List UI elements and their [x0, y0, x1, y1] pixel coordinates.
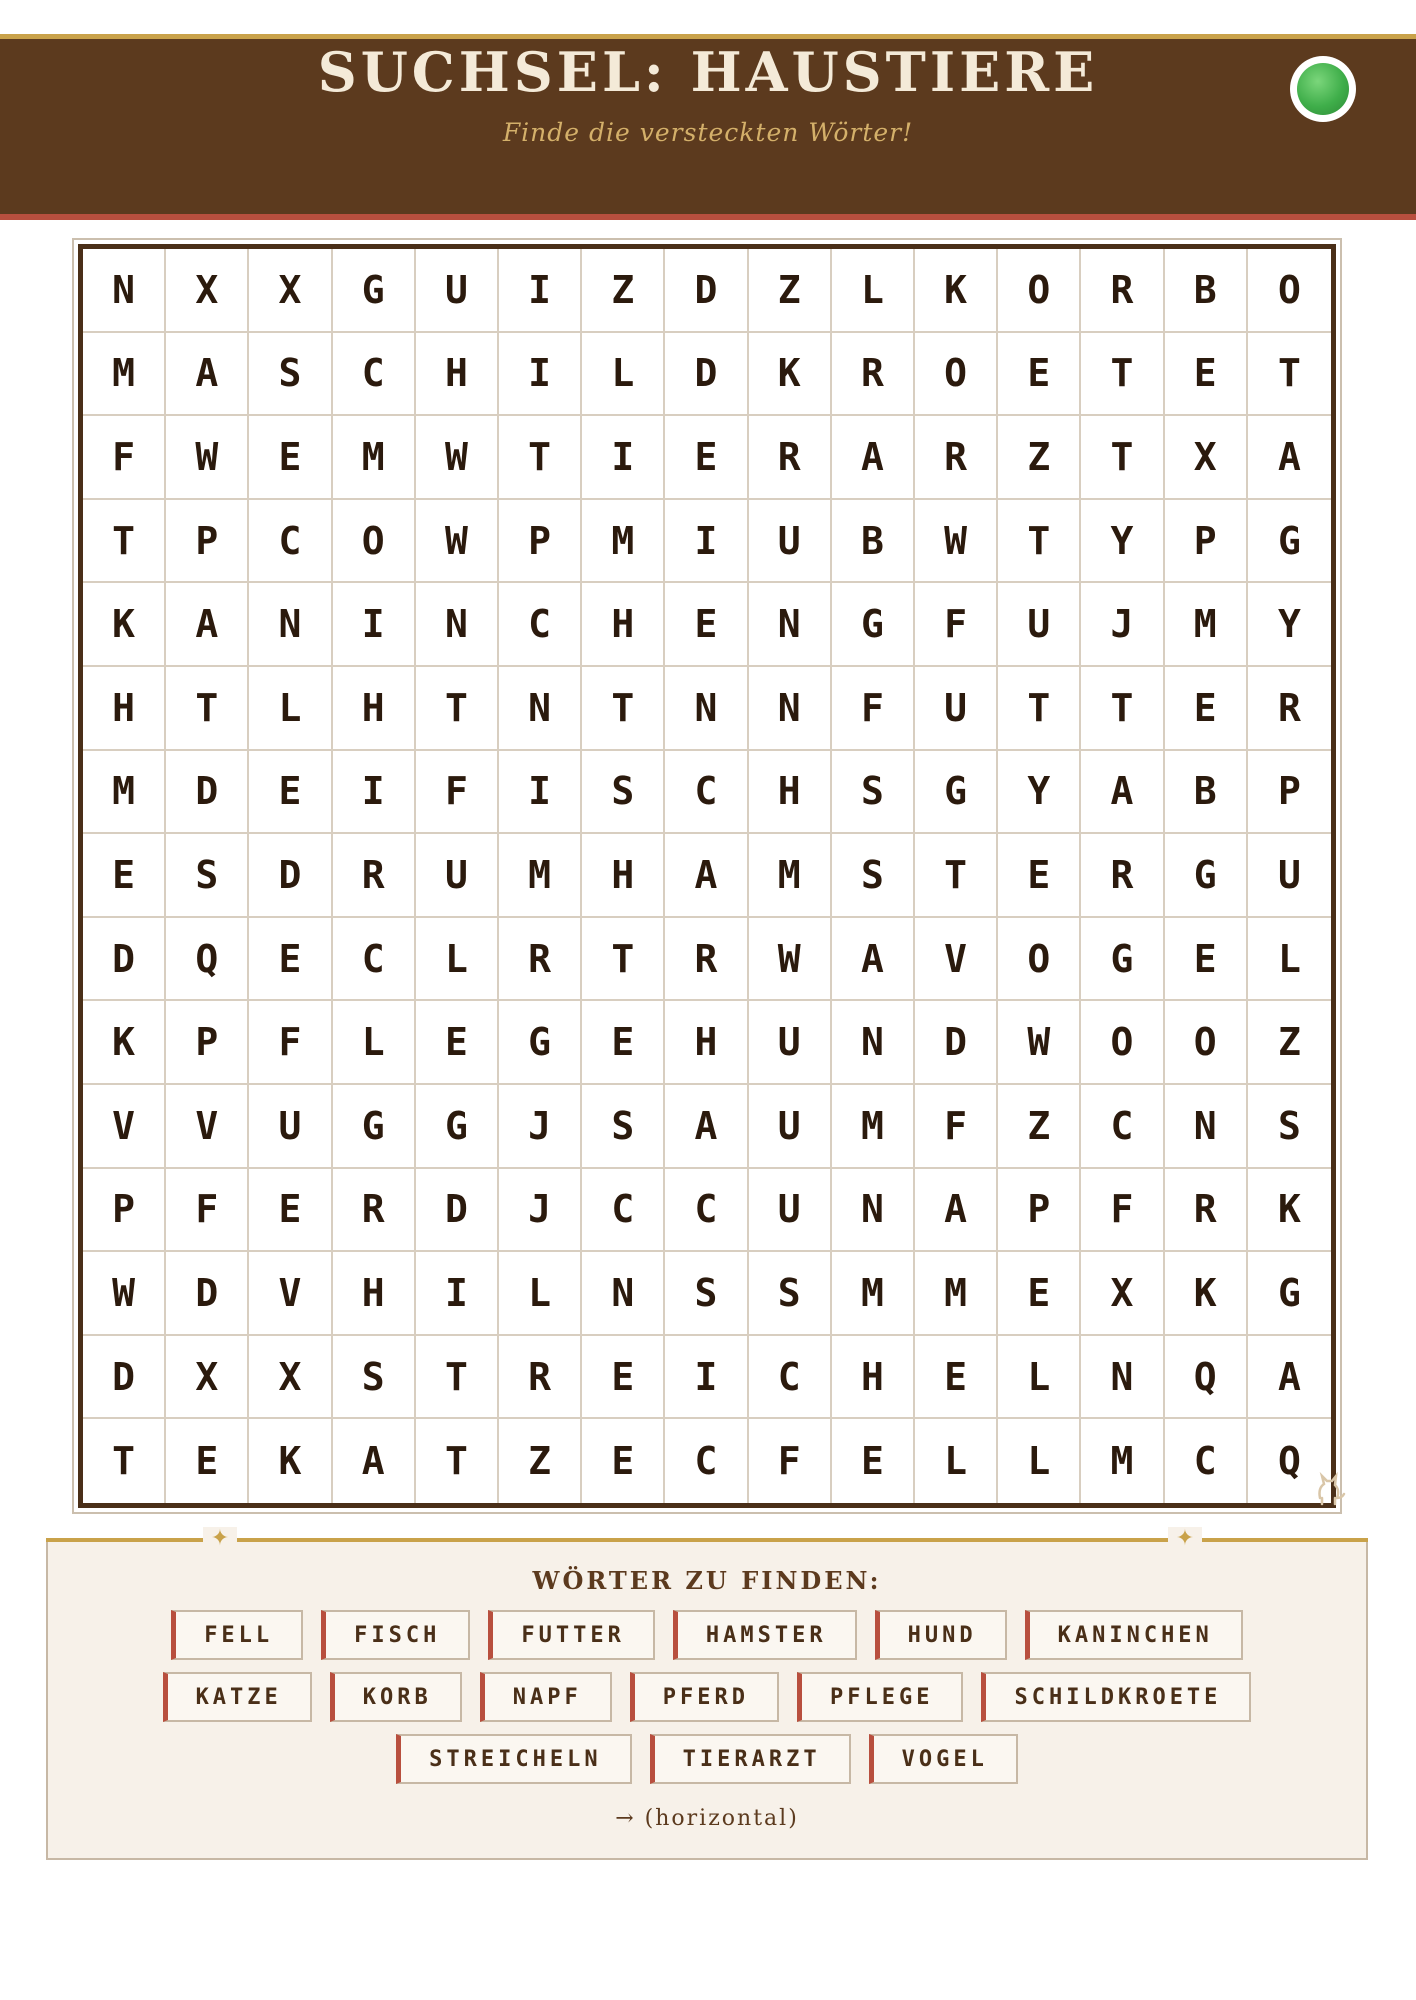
grid-cell[interactable]: N	[749, 667, 832, 751]
word-chip[interactable]: FISCH	[321, 1610, 470, 1660]
grid-cell[interactable]: P	[166, 500, 249, 584]
grid-cell[interactable]: U	[249, 1085, 332, 1169]
grid-cell[interactable]: V	[166, 1085, 249, 1169]
grid-cell[interactable]: M	[333, 416, 416, 500]
grid-cell[interactable]: D	[166, 751, 249, 835]
grid-cell[interactable]: G	[1165, 834, 1248, 918]
word-chip[interactable]: KORB	[330, 1672, 462, 1722]
grid-cell[interactable]: O	[1248, 249, 1331, 333]
grid-cell[interactable]: Z	[749, 249, 832, 333]
grid-cell[interactable]: R	[499, 1336, 582, 1420]
grid-cell[interactable]: P	[998, 1169, 1081, 1253]
grid-cell[interactable]: S	[249, 333, 332, 417]
grid-cell[interactable]: X	[1081, 1252, 1164, 1336]
grid-cell[interactable]: E	[1165, 918, 1248, 1002]
grid-cell[interactable]: L	[499, 1252, 582, 1336]
grid-cell[interactable]: H	[665, 1001, 748, 1085]
grid-cell[interactable]: K	[1248, 1169, 1331, 1253]
grid-cell[interactable]: U	[749, 1001, 832, 1085]
grid-cell[interactable]: J	[499, 1169, 582, 1253]
grid-cell[interactable]: X	[166, 1336, 249, 1420]
word-chip[interactable]: TIERARZT	[650, 1734, 851, 1784]
grid-cell[interactable]: T	[1081, 416, 1164, 500]
grid-cell[interactable]: C	[1081, 1085, 1164, 1169]
grid-cell[interactable]: W	[998, 1001, 1081, 1085]
grid-cell[interactable]: A	[1248, 1336, 1331, 1420]
grid-cell[interactable]: Z	[582, 249, 665, 333]
grid-cell[interactable]: P	[83, 1169, 166, 1253]
grid-cell[interactable]: M	[749, 834, 832, 918]
word-chip[interactable]: KATZE	[163, 1672, 312, 1722]
grid-cell[interactable]: T	[416, 667, 499, 751]
grid-cell[interactable]: O	[998, 918, 1081, 1002]
grid-cell[interactable]: C	[249, 500, 332, 584]
grid-cell[interactable]: K	[83, 1001, 166, 1085]
grid-cell[interactable]: M	[915, 1252, 998, 1336]
grid-cell[interactable]: E	[249, 751, 332, 835]
grid-cell[interactable]: R	[1248, 667, 1331, 751]
grid-cell[interactable]: T	[416, 1419, 499, 1503]
grid-cell[interactable]: K	[83, 583, 166, 667]
word-chip[interactable]: SCHILDKROETE	[981, 1672, 1251, 1722]
grid-cell[interactable]: R	[333, 834, 416, 918]
word-chip[interactable]: NAPF	[480, 1672, 612, 1722]
grid-cell[interactable]: D	[915, 1001, 998, 1085]
grid-cell[interactable]: U	[915, 667, 998, 751]
direction-hint: → (horizontal)	[615, 1806, 799, 1831]
grid-cell[interactable]: U	[749, 1169, 832, 1253]
grid-cell[interactable]: L	[998, 1336, 1081, 1420]
grid-cell[interactable]: E	[665, 583, 748, 667]
grid-cell[interactable]: D	[416, 1169, 499, 1253]
word-chip[interactable]: PFLEGE	[797, 1672, 963, 1722]
grid-cell[interactable]: I	[665, 500, 748, 584]
grid-cell[interactable]: N	[416, 583, 499, 667]
grid-cell[interactable]: N	[749, 583, 832, 667]
grid-cell[interactable]: G	[832, 583, 915, 667]
grid-cell[interactable]: I	[499, 751, 582, 835]
grid-cell[interactable]: L	[582, 333, 665, 417]
grid-cell[interactable]: J	[499, 1085, 582, 1169]
grid-cell[interactable]: M	[1081, 1419, 1164, 1503]
grid-cell[interactable]: G	[915, 751, 998, 835]
grid-cell[interactable]: I	[333, 583, 416, 667]
grid-cell[interactable]: M	[83, 751, 166, 835]
grid-cell[interactable]: F	[249, 1001, 332, 1085]
grid-cell[interactable]: H	[582, 583, 665, 667]
grid-cell[interactable]: R	[915, 416, 998, 500]
grid-cell[interactable]: E	[1165, 667, 1248, 751]
grid-cell[interactable]: C	[665, 1419, 748, 1503]
word-chip[interactable]: FUTTER	[488, 1610, 654, 1660]
grid-cell[interactable]: I	[499, 333, 582, 417]
grid-cell[interactable]: V	[249, 1252, 332, 1336]
word-chip[interactable]: PFERD	[630, 1672, 779, 1722]
grid-cell[interactable]: R	[665, 918, 748, 1002]
grid-cell[interactable]: K	[1165, 1252, 1248, 1336]
grid-cell[interactable]: X	[249, 1336, 332, 1420]
grid-cell[interactable]: V	[83, 1085, 166, 1169]
grid-cell[interactable]: S	[749, 1252, 832, 1336]
grid-cell[interactable]: D	[166, 1252, 249, 1336]
grid-cell[interactable]: L	[333, 1001, 416, 1085]
grid-cell[interactable]: A	[333, 1419, 416, 1503]
grid-cell[interactable]: H	[832, 1336, 915, 1420]
word-chip[interactable]: STREICHELN	[396, 1734, 631, 1784]
grid-cell[interactable]: G	[1081, 918, 1164, 1002]
grid-cell[interactable]: S	[1248, 1085, 1331, 1169]
grid-cell[interactable]: T	[83, 500, 166, 584]
grid-cell[interactable]: S	[665, 1252, 748, 1336]
grid-cell[interactable]: D	[665, 249, 748, 333]
grid-cell[interactable]: X	[166, 249, 249, 333]
word-chip[interactable]: VOGEL	[869, 1734, 1018, 1784]
sparkle-icon: ✦	[1168, 1527, 1202, 1551]
grid-cell[interactable]: O	[1165, 1001, 1248, 1085]
word-row	[46, 1672, 1368, 1722]
grid-cell[interactable]: A	[166, 583, 249, 667]
grid-cell[interactable]: Y	[1248, 583, 1331, 667]
grid-cell[interactable]: O	[1081, 1001, 1164, 1085]
grid-cell[interactable]: M	[499, 834, 582, 918]
grid-cell[interactable]: J	[1081, 583, 1164, 667]
grid-cell[interactable]: S	[832, 834, 915, 918]
grid-cell[interactable]: S	[832, 751, 915, 835]
grid-cell[interactable]: E	[582, 1336, 665, 1420]
grid-cell[interactable]: Z	[499, 1419, 582, 1503]
grid-cell[interactable]: T	[166, 667, 249, 751]
grid-cell[interactable]: E	[998, 333, 1081, 417]
grid-cell[interactable]: T	[582, 918, 665, 1002]
grid-cell[interactable]: C	[582, 1169, 665, 1253]
grid-cell[interactable]: E	[915, 1336, 998, 1420]
grid-cell[interactable]: P	[1165, 500, 1248, 584]
grid-cell[interactable]: I	[665, 1336, 748, 1420]
grid-cell[interactable]: K	[915, 249, 998, 333]
grid-cell[interactable]: A	[832, 416, 915, 500]
grid-cell[interactable]: N	[665, 667, 748, 751]
grid-cell[interactable]: L	[416, 918, 499, 1002]
grid-cell[interactable]: F	[416, 751, 499, 835]
grid-cell[interactable]: C	[333, 333, 416, 417]
grid-cell[interactable]: K	[749, 333, 832, 417]
grid-cell[interactable]: B	[1165, 751, 1248, 835]
grid-cell[interactable]: A	[915, 1169, 998, 1253]
grid-cell[interactable]: G	[333, 249, 416, 333]
grid-cell[interactable]: T	[998, 667, 1081, 751]
grid-cell[interactable]: F	[915, 583, 998, 667]
grid-cell[interactable]: I	[333, 751, 416, 835]
grid-cell[interactable]: S	[582, 1085, 665, 1169]
grid-cell[interactable]: D	[83, 918, 166, 1002]
grid-cell[interactable]: H	[416, 333, 499, 417]
grid-cell[interactable]: E	[832, 1419, 915, 1503]
grid-cell[interactable]: B	[832, 500, 915, 584]
grid-cell[interactable]: R	[1165, 1169, 1248, 1253]
grid-cell[interactable]: N	[1165, 1085, 1248, 1169]
grid-cell[interactable]: C	[333, 918, 416, 1002]
grid-cell[interactable]: E	[1165, 333, 1248, 417]
grid-cell[interactable]: T	[915, 834, 998, 918]
grid-cell[interactable]: D	[665, 333, 748, 417]
grid-cell[interactable]: P	[499, 500, 582, 584]
grid-cell[interactable]: M	[83, 333, 166, 417]
grid-cell[interactable]: O	[998, 249, 1081, 333]
grid-cell[interactable]: G	[499, 1001, 582, 1085]
grid-cell[interactable]: E	[83, 834, 166, 918]
grid-cell[interactable]: R	[499, 918, 582, 1002]
grid-cell[interactable]: L	[915, 1419, 998, 1503]
grid-cell[interactable]: N	[832, 1169, 915, 1253]
grid-cell[interactable]: P	[1248, 751, 1331, 835]
grid-cell[interactable]: Z	[998, 1085, 1081, 1169]
grid-cell[interactable]: E	[582, 1001, 665, 1085]
grid-cell[interactable]: F	[832, 667, 915, 751]
grid-cell[interactable]: L	[832, 249, 915, 333]
grid-cell[interactable]: R	[749, 416, 832, 500]
grid-cell[interactable]: C	[665, 1169, 748, 1253]
grid-cell[interactable]: M	[582, 500, 665, 584]
grid-cell[interactable]: L	[998, 1419, 1081, 1503]
grid-cell[interactable]: T	[499, 416, 582, 500]
grid-cell[interactable]: G	[1248, 1252, 1331, 1336]
grid-cell[interactable]: U	[749, 1085, 832, 1169]
grid-cell[interactable]: F	[749, 1419, 832, 1503]
letter-grid[interactable]	[83, 249, 1331, 1503]
grid-cell[interactable]: N	[249, 583, 332, 667]
grid-cell[interactable]: C	[665, 751, 748, 835]
grid-cell[interactable]: M	[1165, 583, 1248, 667]
grid-cell[interactable]: N	[83, 249, 166, 333]
grid-cell[interactable]: E	[249, 1169, 332, 1253]
grid-cell[interactable]: W	[416, 416, 499, 500]
grid-cell[interactable]: S	[333, 1336, 416, 1420]
grid-cell[interactable]: H	[333, 667, 416, 751]
grid-cell[interactable]: H	[333, 1252, 416, 1336]
page-title: SUCHSEL: HAUSTIERE	[317, 40, 1099, 104]
grid-cell[interactable]: Y	[1081, 500, 1164, 584]
word-chip[interactable]: HUND	[875, 1610, 1007, 1660]
grid-cell[interactable]: H	[582, 834, 665, 918]
grid-cell[interactable]: H	[83, 667, 166, 751]
grid-cell[interactable]: N	[832, 1001, 915, 1085]
grid-cell[interactable]: E	[166, 1419, 249, 1503]
grid-cell[interactable]: U	[416, 249, 499, 333]
status-dot-fill	[1297, 63, 1349, 115]
page-subtitle: Finde die versteckten Wörter!	[502, 118, 914, 147]
grid-cell[interactable]: E	[998, 1252, 1081, 1336]
grid-cell[interactable]: F	[1081, 1169, 1164, 1253]
grid-cell[interactable]: W	[749, 918, 832, 1002]
grid-cell[interactable]: A	[665, 834, 748, 918]
grid-cell[interactable]: T	[83, 1419, 166, 1503]
grid-cell[interactable]: P	[166, 1001, 249, 1085]
word-chip[interactable]: KANINCHEN	[1025, 1610, 1243, 1660]
grid-cell[interactable]: W	[83, 1252, 166, 1336]
grid-cell[interactable]: S	[582, 751, 665, 835]
grid-cell[interactable]: A	[665, 1085, 748, 1169]
grid-cell[interactable]: T	[1248, 333, 1331, 417]
grid-cell[interactable]: F	[83, 416, 166, 500]
grid-cell[interactable]: G	[416, 1085, 499, 1169]
grid-cell[interactable]: E	[249, 918, 332, 1002]
grid-cell[interactable]: W	[416, 500, 499, 584]
grid-cell[interactable]: R	[832, 333, 915, 417]
grid-cell[interactable]: A	[832, 918, 915, 1002]
grid-cell[interactable]: A	[1248, 416, 1331, 500]
grid-cell[interactable]: C	[499, 583, 582, 667]
grid-cell[interactable]: U	[998, 583, 1081, 667]
grid-cell[interactable]: M	[832, 1252, 915, 1336]
grid-cell[interactable]: D	[83, 1336, 166, 1420]
grid-cell[interactable]: M	[832, 1085, 915, 1169]
grid-cell[interactable]: V	[915, 918, 998, 1002]
grid-cell[interactable]: T	[1081, 667, 1164, 751]
grid-cell[interactable]: N	[1081, 1336, 1164, 1420]
grid-cell[interactable]: I	[416, 1252, 499, 1336]
grid-cell[interactable]: A	[1081, 751, 1164, 835]
grid-cell[interactable]: X	[1165, 416, 1248, 500]
grid-cell[interactable]: O	[333, 500, 416, 584]
grid-cell[interactable]: O	[915, 333, 998, 417]
word-chip[interactable]: FELL	[171, 1610, 303, 1660]
grid-cell[interactable]: G	[333, 1085, 416, 1169]
grid-cell[interactable]: E	[416, 1001, 499, 1085]
grid-cell[interactable]: Z	[998, 416, 1081, 500]
grid-cell[interactable]: R	[1081, 249, 1164, 333]
grid-cell[interactable]: X	[249, 249, 332, 333]
grid-cell[interactable]: E	[249, 416, 332, 500]
grid-cell[interactable]: C	[1165, 1419, 1248, 1503]
grid-cell[interactable]: G	[1248, 500, 1331, 584]
grid-cell[interactable]: S	[166, 834, 249, 918]
grid-cell[interactable]: U	[1248, 834, 1331, 918]
grid-cell[interactable]: C	[749, 1336, 832, 1420]
word-chip[interactable]: HAMSTER	[673, 1610, 857, 1660]
grid-cell[interactable]: B	[1165, 249, 1248, 333]
grid-cell[interactable]: U	[416, 834, 499, 918]
grid-cell[interactable]: I	[582, 416, 665, 500]
word-row	[46, 1734, 1368, 1784]
grid-cell[interactable]: T	[1081, 333, 1164, 417]
grid-cell[interactable]: Z	[1248, 1001, 1331, 1085]
grid-cell[interactable]: I	[499, 249, 582, 333]
grid-cell[interactable]: F	[166, 1169, 249, 1253]
grid-cell[interactable]: W	[915, 500, 998, 584]
grid-cell[interactable]: E	[998, 834, 1081, 918]
grid-cell[interactable]: N	[499, 667, 582, 751]
grid-cell[interactable]: T	[582, 667, 665, 751]
grid-cell[interactable]: W	[166, 416, 249, 500]
grid-cell[interactable]: R	[1081, 834, 1164, 918]
grid-cell[interactable]: Q	[166, 918, 249, 1002]
grid-cell[interactable]: E	[665, 416, 748, 500]
cat-icon	[1308, 1468, 1348, 1508]
grid-cell[interactable]: D	[249, 834, 332, 918]
grid-cell[interactable]: Y	[998, 751, 1081, 835]
grid-cell[interactable]: H	[749, 751, 832, 835]
word-row	[46, 1610, 1368, 1660]
word-list-title: WÖRTER ZU FINDEN:	[532, 1566, 882, 1595]
grid-cell[interactable]: A	[166, 333, 249, 417]
grid-cell[interactable]: K	[249, 1419, 332, 1503]
grid-cell[interactable]: T	[998, 500, 1081, 584]
grid-cell[interactable]: L	[1248, 918, 1331, 1002]
grid-cell[interactable]: T	[416, 1336, 499, 1420]
status-dot-icon[interactable]	[1290, 56, 1356, 122]
sparkle-icon: ✦	[203, 1527, 237, 1551]
grid-cell[interactable]: R	[333, 1169, 416, 1253]
grid-cell[interactable]: Q	[1165, 1336, 1248, 1420]
grid-cell[interactable]: L	[249, 667, 332, 751]
grid-cell[interactable]: N	[582, 1252, 665, 1336]
grid-cell[interactable]: F	[915, 1085, 998, 1169]
grid-cell[interactable]: U	[749, 500, 832, 584]
grid-cell[interactable]: Q	[1277, 1439, 1301, 1484]
grid-cell[interactable]: E	[582, 1419, 665, 1503]
